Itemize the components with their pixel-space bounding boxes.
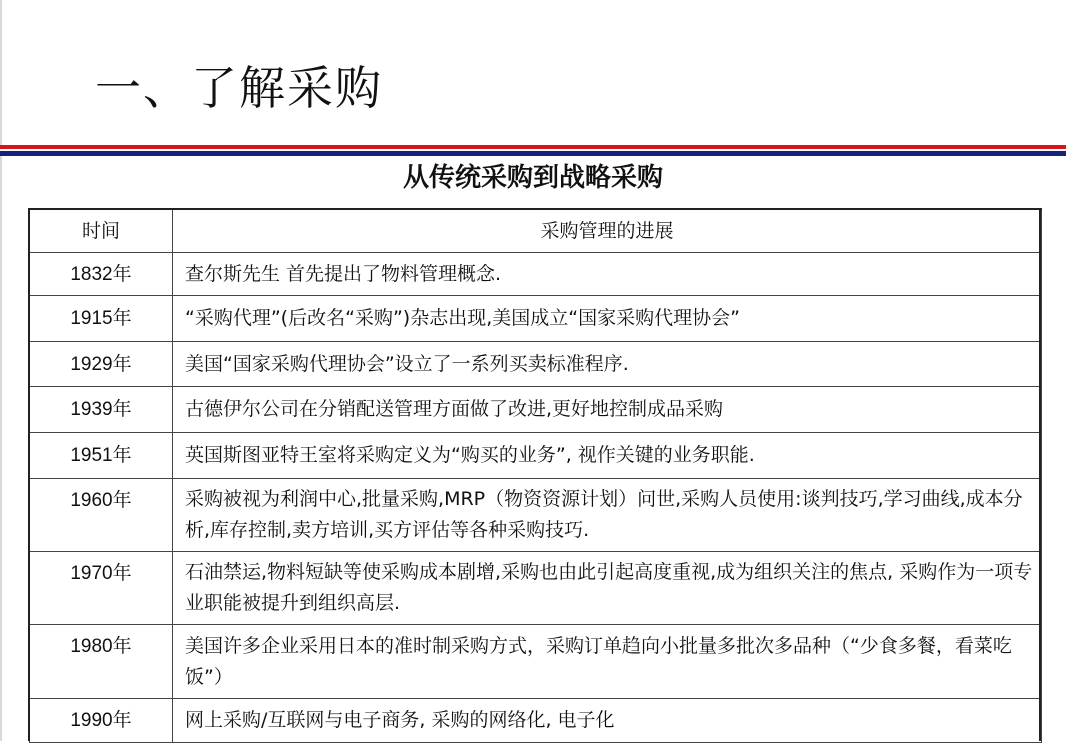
row-description: 石油禁运,物料短缺等使采购成本剧增,采购也由此引起高度重视,成为组织关注的焦点, 采购作为一项专业职能被提升到组织高层. [173, 552, 1042, 625]
page-left-edge [0, 0, 2, 741]
row-description: 美国“国家采购代理协会”设立了一系列买卖标准程序. [173, 342, 1042, 387]
row-description: 古德伊尔公司在分销配送管理方面做了改进,更好地控制成品采购 [173, 387, 1042, 433]
table-row [30, 253, 1042, 296]
table-row [30, 387, 1042, 433]
table-header-row [30, 209, 1042, 253]
row-description: 采购被视为利润中心,批量采购,MRP（物资资源计划）问世,采购人员使用:谈判技巧,学习曲线,成本分析,库存控制,卖方培训,买方评估等各种采购技巧. [173, 479, 1042, 552]
table-row [30, 625, 1042, 699]
header-time: 时间 [30, 209, 173, 253]
row-description: 查尔斯先生 首先提出了物料管理概念. [173, 253, 1042, 296]
table-row [30, 479, 1042, 552]
table-frame-left [28, 208, 30, 741]
slide-title: 一、了解采购 [95, 61, 383, 115]
table-row [30, 433, 1042, 479]
table-row [30, 296, 1042, 342]
row-description: 英国斯图亚特王室将采购定义为“购买的业务”, 视作关键的业务职能. [173, 433, 1042, 479]
header-progress: 采购管理的进展 [173, 209, 1042, 253]
row-year: 1980年 [30, 625, 173, 699]
row-year: 1915年 [30, 296, 173, 342]
table-row [30, 342, 1042, 387]
row-description: 网上采购/互联网与电子商务, 采购的网络化, 电子化 [173, 699, 1042, 743]
row-year: 1960年 [30, 479, 173, 552]
row-description: 美国许多企业采用日本的准时制采购方式，采购订单趋向小批量多批次多品种（“少食多餐，看菜吃饭”） [173, 625, 1042, 699]
row-year: 1951年 [30, 433, 173, 479]
row-year: 1970年 [30, 552, 173, 625]
table-frame-right [1039, 208, 1041, 741]
row-year: 1929年 [30, 342, 173, 387]
row-description: “采购代理”(后改名“采购”)杂志出现,美国成立“国家采购代理协会” [173, 296, 1042, 342]
row-year: 1832年 [30, 253, 173, 296]
row-year: 1939年 [30, 387, 173, 433]
table-row [30, 699, 1042, 743]
row-year: 1990年 [30, 699, 173, 743]
procurement-history-table [29, 208, 1042, 743]
title-rule-blue [0, 151, 1066, 156]
table-row [30, 552, 1042, 625]
slide-subtitle: 从传统采购到战略采购 [402, 163, 663, 193]
